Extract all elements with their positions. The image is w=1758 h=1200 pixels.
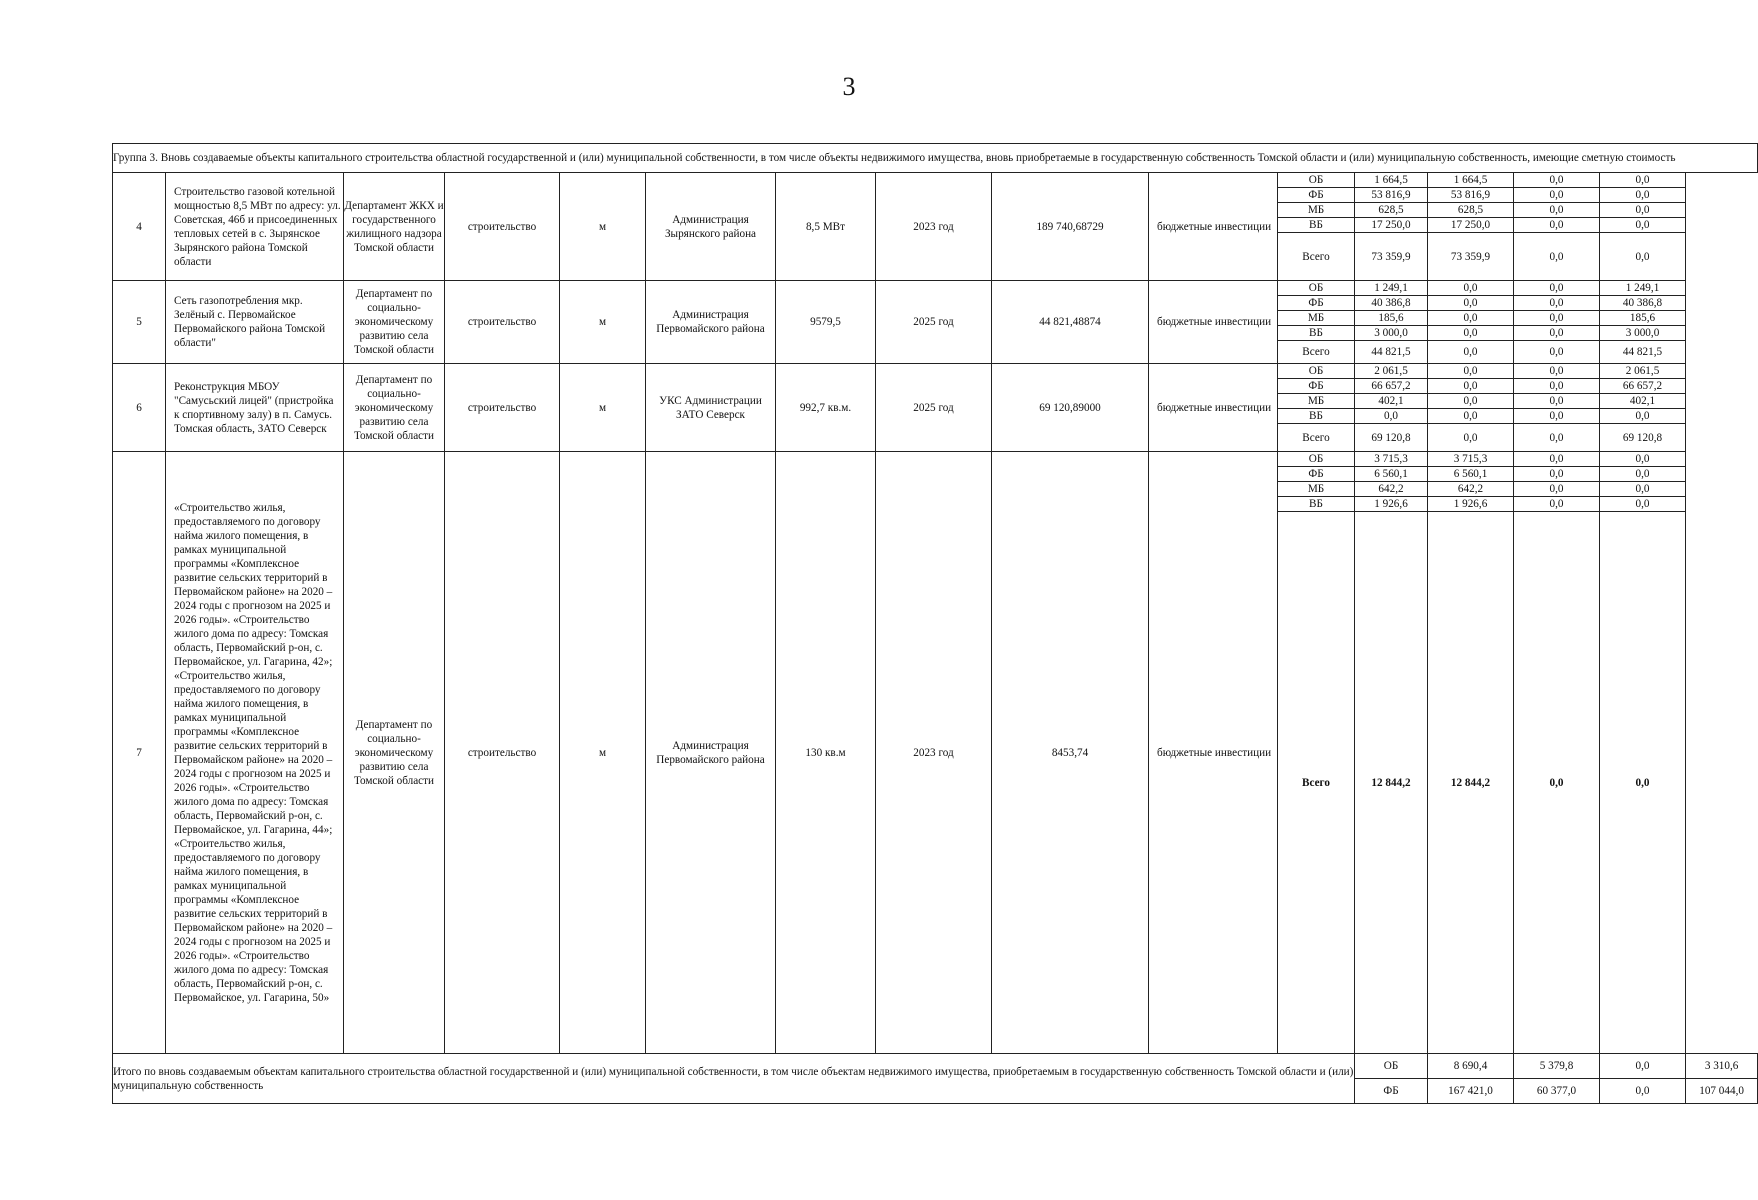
total-row: [113, 1054, 1758, 1079]
funding-value: 44 821,5: [1600, 341, 1686, 364]
funding-value: 0,0: [1600, 452, 1686, 467]
funding-value: 0,0: [1514, 296, 1600, 311]
funding-value: 0,0: [1514, 203, 1600, 218]
funding-source: ВБ: [1278, 497, 1355, 512]
funding-source: ОБ: [1278, 173, 1355, 188]
investment-form: бюджетные инвестиции: [1149, 281, 1278, 364]
estimated-cost: 189 740,68729: [992, 173, 1149, 281]
funding-value: 66 657,2: [1600, 379, 1686, 394]
funding-value: 60 377,0: [1514, 1079, 1600, 1104]
funding-value: 0,0: [1514, 482, 1600, 497]
funding-value: 0,0: [1600, 512, 1686, 1054]
funding-value: 0,0: [1355, 409, 1428, 424]
funding-value: 0,0: [1600, 218, 1686, 233]
work-type: строительство: [445, 281, 560, 364]
completion-year: 2025 год: [876, 281, 992, 364]
unit: м: [560, 452, 646, 1054]
funding-value: 0,0: [1600, 482, 1686, 497]
funding-source: ФБ: [1278, 188, 1355, 203]
completion-year: 2025 год: [876, 364, 992, 452]
funding-value: 0,0: [1600, 1079, 1686, 1104]
funding-source: ОБ: [1278, 281, 1355, 296]
funding-value: 642,2: [1428, 482, 1514, 497]
funding-value: 402,1: [1600, 394, 1686, 409]
funding-value: 0,0: [1600, 173, 1686, 188]
funding-value: 2 061,5: [1600, 364, 1686, 379]
investment-form: бюджетные инвестиции: [1149, 173, 1278, 281]
funding-value: 628,5: [1355, 203, 1428, 218]
funding-value: 12 844,2: [1355, 512, 1428, 1054]
funding-value: 0,0: [1600, 1054, 1686, 1079]
funding-value: 3 715,3: [1428, 452, 1514, 467]
customer-department: Департамент по социально-экономическому развитию села Томской области: [344, 364, 445, 452]
funding-value: 0,0: [1514, 497, 1600, 512]
table-row: [113, 281, 1758, 296]
funding-value: 3 715,3: [1355, 452, 1428, 467]
funding-value: 0,0: [1600, 233, 1686, 281]
table-row: [113, 364, 1758, 379]
funding-value: 0,0: [1428, 409, 1514, 424]
funding-value: 0,0: [1514, 281, 1600, 296]
investment-form: бюджетные инвестиции: [1149, 452, 1278, 1054]
funding-value: 0,0: [1514, 173, 1600, 188]
funding-value: 1 664,5: [1355, 173, 1428, 188]
funding-value: 0,0: [1514, 341, 1600, 364]
total-label: Итого по вновь создаваемым объектам капитального строительства областной государственной и (или) муниципальной собственности, в том числе объектам недвижимого имущества, приобретаемым в государственную собственность Томской области и (или) муниципальную собственность: [113, 1054, 1355, 1104]
object-name: «Строительство жилья, предоставляемого по договору найма жилого помещения, в рамках муниципальной программы «Комплексное развитие сельских территорий в Первомайском районе» на 2020 – 2024 годы с прогнозом на 2025 и 2026 годы». «Строительство жилого дома по адресу: Томская область, Первомайский р-он, с. Первомайское, ул. Гагарина, 42»; «Строительство жилья, предоставляемого по договору найма жилого помещения, в рамках муниципальной программы «Комплексное развитие сельских территорий в Первомайском районе» на 2020 – 2024 годы с прогнозом на 2025 и 2026 годы». «Строительство жилого дома по адресу: Томская область, Первомайский р-он, с. Первомайское, ул. Гагарина, 44»; «Строительство жилья, предоставляемого по договору найма жилого помещения, в рамках муниципальной программы «Комплексное развитие сельских территорий в Первомайском районе» на 2020 – 2024 годы с прогнозом на 2025 и 2026 годы». «Строительство жилого дома по адресу: Томская область, Первомайский р-он, с. Первомайское, ул. Гагарина, 50»: [166, 452, 344, 1054]
estimated-cost: 8453,74: [992, 452, 1149, 1054]
funding-value: 0,0: [1428, 394, 1514, 409]
funding-value: 0,0: [1514, 512, 1600, 1054]
funding-source: Всего: [1278, 512, 1355, 1054]
funding-value: 0,0: [1428, 364, 1514, 379]
funding-source: ФБ: [1355, 1079, 1428, 1104]
funding-value: 0,0: [1428, 296, 1514, 311]
developer: Администрация Зырянского района: [646, 173, 776, 281]
developer: Администрация Первомайского района: [646, 452, 776, 1054]
funding-value: 0,0: [1514, 311, 1600, 326]
funding-value: 2 061,5: [1355, 364, 1428, 379]
funding-value: 0,0: [1600, 203, 1686, 218]
funding-value: 0,0: [1514, 409, 1600, 424]
funding-value: 0,0: [1600, 467, 1686, 482]
investment-form: бюджетные инвестиции: [1149, 364, 1278, 452]
funding-value: 1 926,6: [1355, 497, 1428, 512]
customer-department: Департамент ЖКХ и государственного жилищного надзора Томской области: [344, 173, 445, 281]
estimated-cost: 44 821,48874: [992, 281, 1149, 364]
funding-value: 1 249,1: [1600, 281, 1686, 296]
funding-value: 402,1: [1355, 394, 1428, 409]
funding-value: 0,0: [1428, 424, 1514, 452]
group-header: Группа 3. Вновь создаваемые объекты капитального строительства областной государственной и (или) муниципальной собственности, в том числе объекты недвижимого имущества, вновь приобретаемые в государственную собственность Томской области и (или) муниципальную собственность, имеющие сметную стоимость: [113, 144, 1758, 173]
funding-value: 1 249,1: [1355, 281, 1428, 296]
funding-source: ВБ: [1278, 218, 1355, 233]
funding-source: ОБ: [1278, 452, 1355, 467]
funding-value: 0,0: [1428, 341, 1514, 364]
work-type: строительство: [445, 364, 560, 452]
funding-value: 0,0: [1514, 326, 1600, 341]
funding-value: 12 844,2: [1428, 512, 1514, 1054]
funding-value: 8 690,4: [1428, 1054, 1514, 1079]
unit: м: [560, 364, 646, 452]
funding-value: 0,0: [1600, 497, 1686, 512]
funding-value: 0,0: [1514, 379, 1600, 394]
funding-value: 0,0: [1428, 326, 1514, 341]
funding-value: 3 310,6: [1686, 1054, 1758, 1079]
funding-value: 0,0: [1514, 233, 1600, 281]
completion-year: 2023 год: [876, 173, 992, 281]
funding-value: 17 250,0: [1355, 218, 1428, 233]
funding-source: ФБ: [1278, 296, 1355, 311]
funding-value: 40 386,8: [1600, 296, 1686, 311]
funding-source: ОБ: [1278, 364, 1355, 379]
funding-value: 0,0: [1514, 394, 1600, 409]
funding-source: МБ: [1278, 203, 1355, 218]
funding-value: 5 379,8: [1514, 1054, 1600, 1079]
funding-value: 6 560,1: [1428, 467, 1514, 482]
funding-source: ФБ: [1278, 467, 1355, 482]
customer-department: Департамент по социально-экономическому развитию села Томской области: [344, 281, 445, 364]
funding-value: 0,0: [1514, 467, 1600, 482]
capacity: 8,5 МВт: [776, 173, 876, 281]
funding-source: Всего: [1278, 424, 1355, 452]
row-number: 7: [113, 452, 166, 1054]
funding-value: 167 421,0: [1428, 1079, 1514, 1104]
funding-value: 1 926,6: [1428, 497, 1514, 512]
work-type: строительство: [445, 173, 560, 281]
funding-value: 1 664,5: [1428, 173, 1514, 188]
funding-value: 44 821,5: [1355, 341, 1428, 364]
funding-value: 642,2: [1355, 482, 1428, 497]
funding-value: 69 120,8: [1600, 424, 1686, 452]
funding-source: МБ: [1278, 482, 1355, 497]
funding-value: 3 000,0: [1355, 326, 1428, 341]
completion-year: 2023 год: [876, 452, 992, 1054]
funding-value: 17 250,0: [1428, 218, 1514, 233]
work-type: строительство: [445, 452, 560, 1054]
funding-value: 628,5: [1428, 203, 1514, 218]
funding-value: 73 359,9: [1355, 233, 1428, 281]
funding-source: МБ: [1278, 394, 1355, 409]
funding-value: 0,0: [1514, 188, 1600, 203]
funding-value: 66 657,2: [1355, 379, 1428, 394]
funding-value: 53 816,9: [1428, 188, 1514, 203]
funding-value: 107 044,0: [1686, 1079, 1758, 1104]
funding-value: 0,0: [1514, 218, 1600, 233]
funding-value: 73 359,9: [1428, 233, 1514, 281]
object-name: Сеть газопотребления мкр. Зелёный с. Первомайское Первомайского района Томской области": [166, 281, 344, 364]
object-name: Реконструкция МБОУ "Самусьский лицей" (пристройка к спортивному залу) в п. Самусь. Томская область, ЗАТО Северск: [166, 364, 344, 452]
funding-value: 185,6: [1600, 311, 1686, 326]
unit: м: [560, 173, 646, 281]
funding-value: 185,6: [1355, 311, 1428, 326]
row-number: 5: [113, 281, 166, 364]
funding-value: 0,0: [1428, 311, 1514, 326]
funding-source: Всего: [1278, 341, 1355, 364]
funding-value: 0,0: [1428, 281, 1514, 296]
funding-value: 53 816,9: [1355, 188, 1428, 203]
funding-value: 0,0: [1514, 424, 1600, 452]
funding-source: ВБ: [1278, 326, 1355, 341]
funding-value: 0,0: [1600, 409, 1686, 424]
funding-value: 40 386,8: [1355, 296, 1428, 311]
funding-source: ОБ: [1355, 1054, 1428, 1079]
capacity: 992,7 кв.м.: [776, 364, 876, 452]
funding-source: ФБ: [1278, 379, 1355, 394]
customer-department: Департамент по социально-экономическому развитию села Томской области: [344, 452, 445, 1054]
funding-value: 0,0: [1428, 379, 1514, 394]
estimated-cost: 69 120,89000: [992, 364, 1149, 452]
row-number: 6: [113, 364, 166, 452]
funding-value: 0,0: [1514, 452, 1600, 467]
funding-value: 0,0: [1514, 364, 1600, 379]
funding-value: 69 120,8: [1355, 424, 1428, 452]
row-number: 4: [113, 173, 166, 281]
capacity: 130 кв.м: [776, 452, 876, 1054]
funding-source: ВБ: [1278, 409, 1355, 424]
table-row: [113, 173, 1758, 188]
funding-value: 3 000,0: [1600, 326, 1686, 341]
developer: УКС Администрации ЗАТО Северск: [646, 364, 776, 452]
funding-source: МБ: [1278, 311, 1355, 326]
funding-value: 0,0: [1600, 188, 1686, 203]
page-number: 3: [842, 72, 856, 101]
funding-source: Всего: [1278, 233, 1355, 281]
developer: Администрация Первомайского района: [646, 281, 776, 364]
funding-value: 6 560,1: [1355, 467, 1428, 482]
unit: м: [560, 281, 646, 364]
object-name: Строительство газовой котельной мощностью 8,5 МВт по адресу: ул. Советская, 46б и присоединенных тепловых сетей в с. Зырянское Зырянского района Томской области: [166, 173, 344, 281]
investment-table: [112, 143, 1758, 1104]
capacity: 9579,5: [776, 281, 876, 364]
table-row: [113, 452, 1758, 467]
